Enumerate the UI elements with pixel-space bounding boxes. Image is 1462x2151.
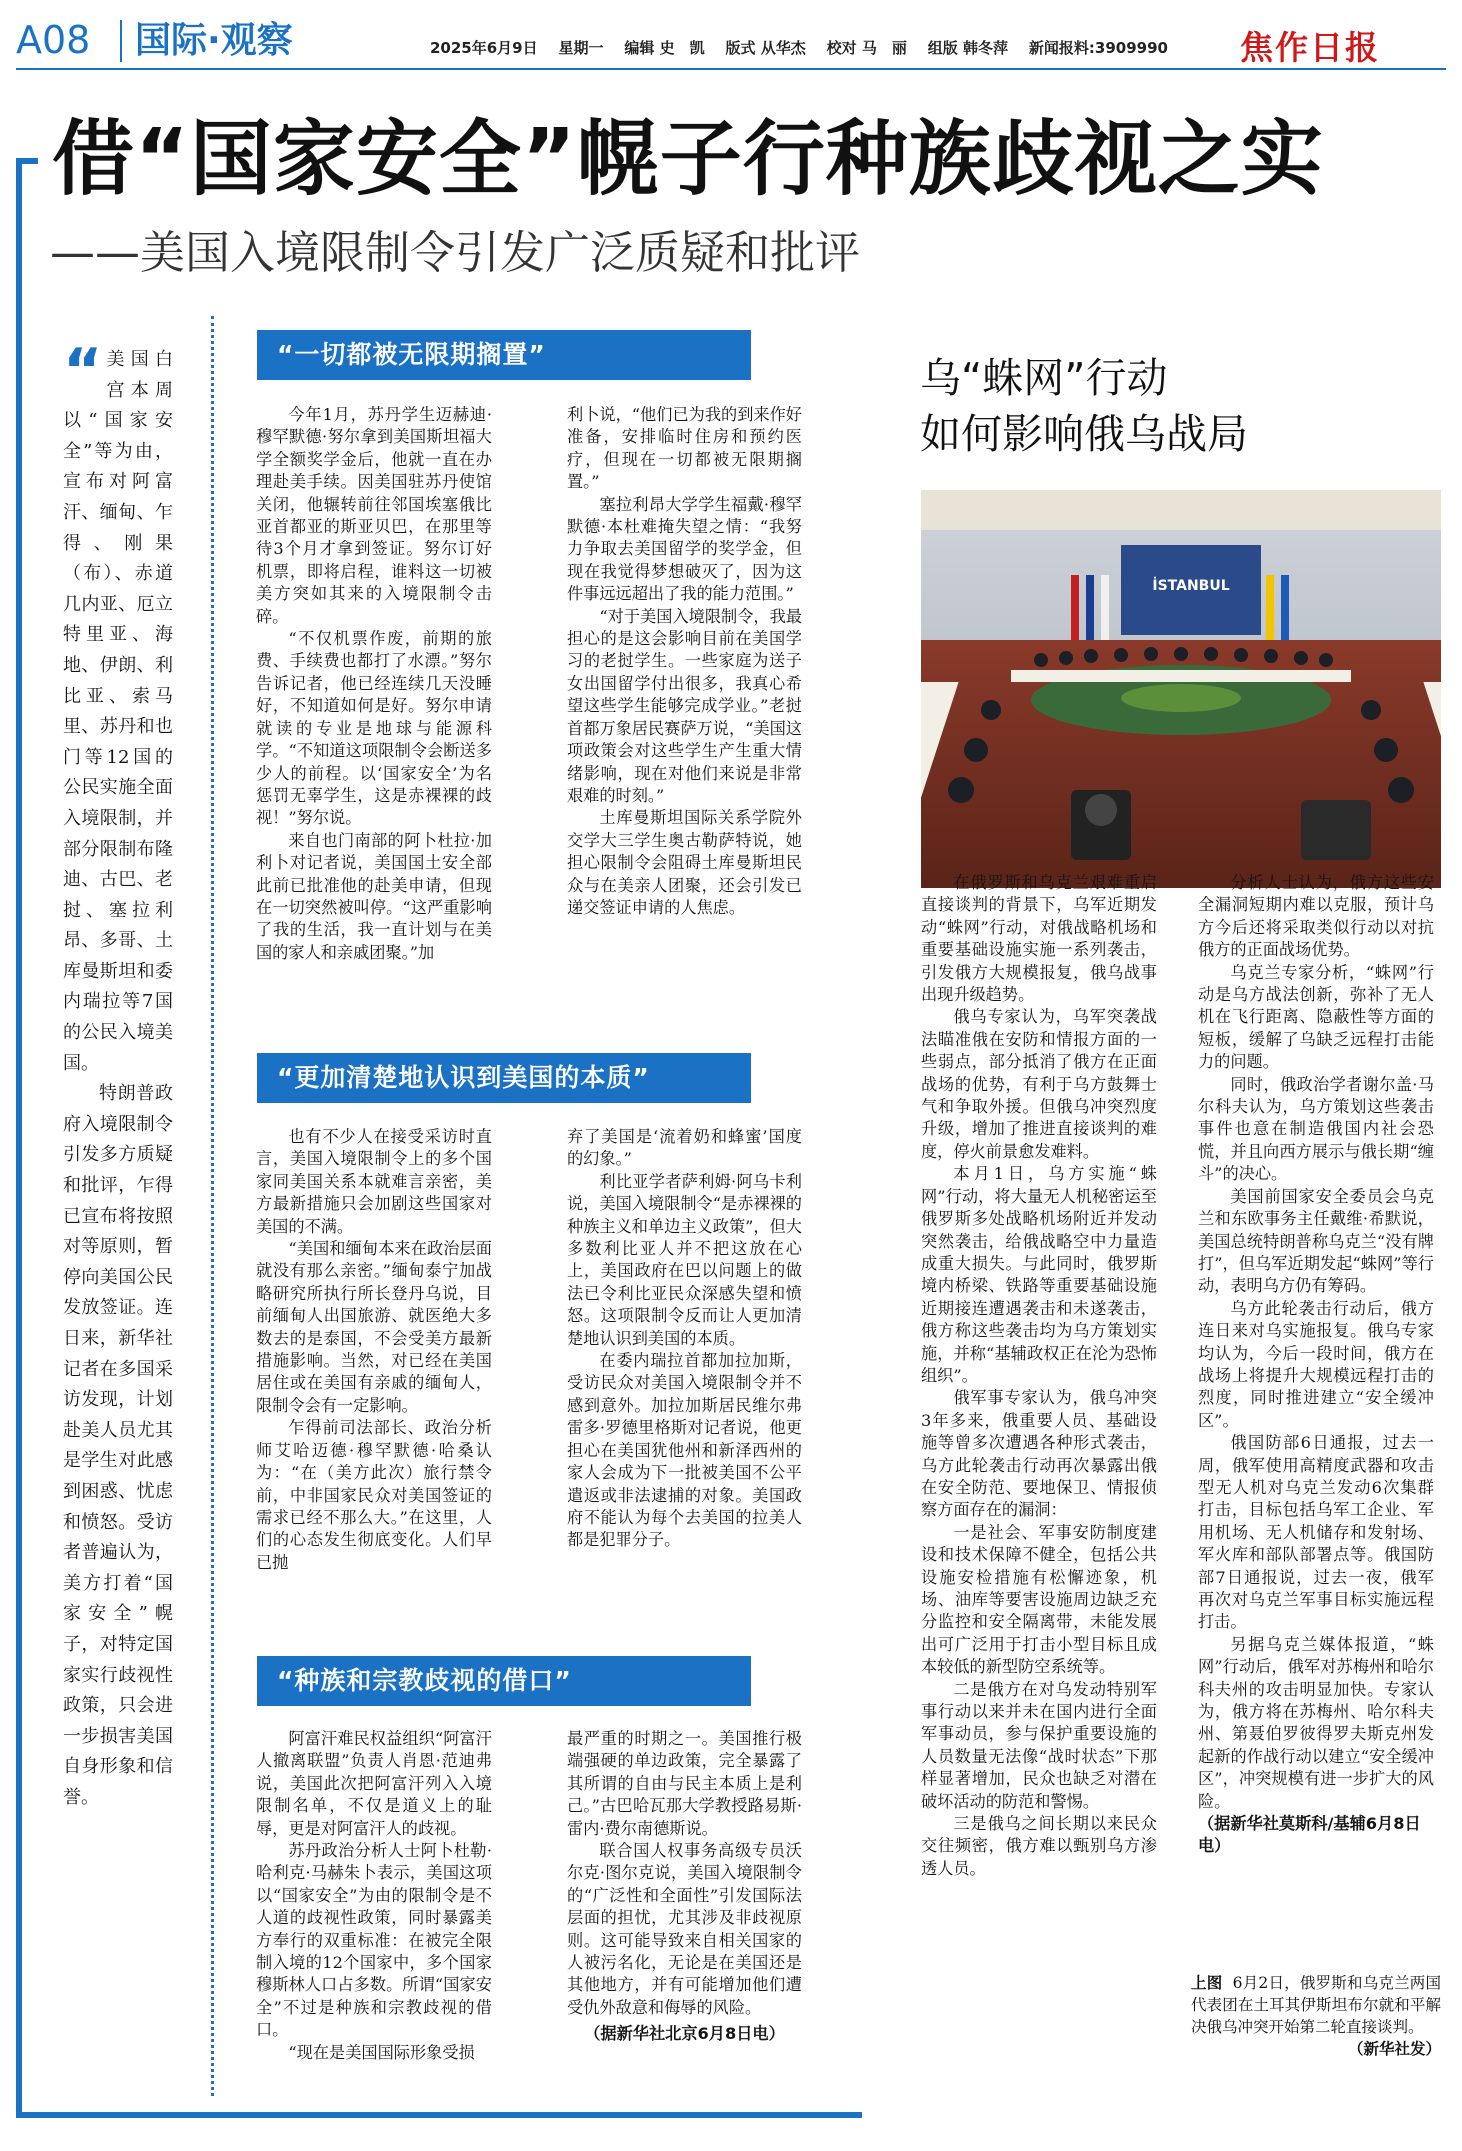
dotted-divider (211, 316, 214, 2096)
meeting-photo-illustration (921, 490, 1441, 888)
header-rule (16, 68, 1446, 70)
proofreader-credit: 校对 马 丽 (826, 39, 907, 57)
left-frame-bar (16, 158, 22, 2118)
paragraph: “现在是美国国际形象受损 (288, 2042, 475, 2062)
paragraph: 弃了美国是‘流着奶和蜂蜜’国度的幻象。” (567, 1127, 802, 1169)
quote-mark-icon: “ (63, 336, 103, 406)
article-subtitle: ——美国入境限制令引发广泛质疑和批评 (50, 226, 861, 279)
issue-weekday: 星期一 (558, 39, 604, 57)
paragraph: 苏丹政治分析人士阿卜杜勒·哈利克·马赫朱卜表示，美国这项以“国家安全”为由的限制令是不人道的歧视性政策，同时暴露美方奉行的双重标准：在被完全限制入境的12个国家中，多个国家穆斯林人口占多数。所谓“国家安全”不过是种族和宗教歧视的借口。 (256, 1841, 492, 2040)
paragraph: 乌方此轮袭击行动后，俄方连日来对乌实施报复。俄乌专家均认为，今后一段时间，俄方在战场上将提升大规模远程打击的烈度，同时推进建立“安全缓冲区”。 (1198, 1298, 1434, 1430)
paragraph: 二是俄方在对乌发动特别军事行动以来并未在国内进行全面军事动员，参与保护重要设施的人员数量无法像“战时状态”下那样显著增加，民众也缺乏对潜在破坏活动的防范和警惕。 (921, 1679, 1157, 1811)
page-number: A08 (16, 18, 91, 62)
side-article-column (1198, 872, 1434, 1858)
group-credit: 组版 韩冬萍 (927, 39, 1009, 57)
lead-paragraph: 美国白宫本周以“国家安全”等为由，宣布对阿富汗、缅甸、乍得、刚果（布）、赤道几内亚、厄立特里亚、海地、伊朗、利比亚、索马里、苏丹和也门等12国的公民实施全面入境限制，并部分限制布隆迪、古巴、老挝、塞拉利昂、多哥、土库曼斯坦和委内瑞拉等7国的公民入境美国。 (63, 349, 173, 1074)
frame-bottom-bar (16, 2112, 862, 2118)
paragraph: 在俄罗斯和乌克兰艰难重启直接谈判的背景下，乌军近期发动“蛛网”行动，对俄战略机场和重要基础设施实施一系列袭击，引发俄方大规模报复，俄乌战事出现升级趋势。 (921, 873, 1157, 1005)
paragraph: “美国和缅甸本来在政治层面就没有那么亲密。”缅甸泰宁加战略研究所执行所长登丹乌说，目前缅甸人出国旅游、就医绝大多数去的是泰国，不会受美方最新措施影响。当然，对已经在美国居住或在美国有亲戚的缅甸人，限制令会有一定影响。 (256, 1239, 492, 1415)
caption-label: 上图 (1191, 1974, 1223, 1992)
masthead-info (430, 37, 1168, 58)
paragraph: 三是俄乌之间长期以来民众交往频密，俄方难以甄别乌方渗透人员。 (921, 1814, 1157, 1878)
paragraph: 俄乌专家认为，乌军突袭战法瞄准俄在安防和情报方面的一些弱点，部分抵消了俄方在正面战场的优势，有利于乌方鼓舞士气和争取外援。但俄乌冲突烈度升级，增加了推进直接谈判的难度，停火前景愈发难料。 (921, 1007, 1157, 1161)
article-column (567, 1728, 802, 2046)
lead-paragraph: 特朗普政府入境限制令引发多方质疑和批评，乍得已宣布将按照对等原则，暂停向美国公民发放签证。连日来，新华社记者在多国采访发现，计划赴美人员尤其是学生对此感到困惑、忧虑和愤怒。受访者普遍认为，美方打着“国家安全”幌子，对特定国家实行歧视性政策，只会进一步损害美国自身形象和信誉。 (63, 1083, 173, 1808)
paragraph: 乍得前司法部长、政治分析师艾哈迈德·穆罕默德·哈桑认为：“在（美方此次）旅行禁令前，中非国家民众对美国签证的需求已经不那么大。”在这里，人们的心态发生彻底变化。人们早已抛 (256, 1418, 492, 1572)
paragraph: “不仅机票作废，前期的旅费、手续费也都打了水漂。”努尔告诉记者，他已经连续几天没睡好，不知道如何是好。努尔申请就读的专业是地球与能源科学。“不知道这项限制令会断送多少人的前程。以‘国家安全’为名惩罚无辜学生，这是赤裸裸的歧视！”努尔说。 (256, 629, 492, 828)
article-title: 借“国家安全”幌子行种族歧视之实 (52, 112, 1324, 207)
photo-caption (1191, 1972, 1441, 2060)
paragraph: 利卜说，“他们已为我的到来作好准备，安排临时住房和预约医疗，但现在一切都被无限期搁置。” (567, 405, 802, 492)
paragraph: 利比亚学者萨利姆·阿乌卡利说，美国入境限制令“是赤裸裸的种族主义和单边主义政策”，但大多数利比亚人并不把这放在心上，美国政府在巴以问题上的做法已令利比亚民众深感失望和愤怒。这项限制令反而让人更加清楚地认识到美国的本质。 (567, 1171, 802, 1348)
paragraph: 今年1月，苏丹学生迈赫迪·穆罕默德·努尔拿到美国斯坦福大学全额奖学金后，他就一直在办理赴美手续。因美国驻苏丹使馆关闭，他辗转前往邻国埃塞俄比亚首都亚的斯亚贝巴，在那里等待3个月才拿到签证。努尔订好机票，即将启程，谁料这一切被美方突如其来的入境限制令击碎。 (256, 405, 492, 626)
section-heading: “种族和宗教歧视的借口” (257, 1656, 751, 1706)
photo-banner-text: İSTANBUL (1152, 578, 1230, 594)
paragraph: 乌克兰专家分析，“蛛网”行动是乌方战法创新，弥补了无人机在飞行距离、隐蔽性等方面的短板，缓解了乌缺乏远程打击能力的问题。 (1198, 962, 1434, 1072)
dateline: （据新华社莫斯科/基辅6月8日电） (1198, 1814, 1421, 1856)
paragraph: 来自也门南部的阿卜杜拉·加利卜对记者说，美国国土安全部此前已批准他的赴美申请，但现在一切突然被叫停。“这严重影响了我的生活，我一直计划与在美国的家人和亲戚团聚。”加 (256, 830, 492, 962)
header-separator (120, 20, 122, 62)
paragraph: 联合国人权事务高级专员沃尔克·图尔克说，美国入境限制令的“广泛性和全面性”引发国际法层面的担忧，尤其涉及非歧视原则。这可能导致来自相关国家的人被污名化，无论是在美国还是其他地方，并有可能增加他们遭受仇外敌意和侮辱的风险。 (567, 1841, 802, 2017)
article-column (256, 404, 492, 964)
lead-column (63, 336, 173, 1814)
paragraph: 一是社会、军事安防制度建设和技术保障不健全，包括公共设施安检措施有松懈迹象，机场、油库等要害设施周边缺乏充分监控和安全隔离带，未能发展出可广泛用于打击小型目标且成本较低的新型防空系统等。 (921, 1522, 1157, 1677)
issue-date: 2025年6月9日 (430, 39, 538, 57)
article-column (567, 404, 802, 919)
side-title-line: 乌“蛛网”行动 (920, 354, 1168, 402)
frame-corner-top (16, 158, 38, 164)
news-hotline: 新闻报料:3909990 (1028, 39, 1168, 57)
paragraph: 塞拉利昂大学学生福戴·穆罕默德·本杜难掩失望之情：“我努力争取去美国留学的奖学金，但现在我觉得梦想破灭了，因为这件事远远超出了我的能力范围。” (567, 494, 802, 604)
editor-credit: 编辑 史 凯 (624, 39, 705, 57)
article-column (256, 1126, 492, 1574)
section-heading: “更加清楚地认识到美国的本质” (257, 1053, 751, 1103)
caption-credit: （新华社发） (1347, 2040, 1441, 2058)
paragraph: 同时，俄政治学者谢尔盖·马尔科夫认为，乌方策划这些袭击事件也意在制造俄国内社会恐慌，并且向西方展示与俄长期“缠斗”的决心。 (1198, 1074, 1434, 1184)
paragraph: “对于美国入境限制令，我最担心的是这会影响目前在美国学习的老挝学生。一些家庭为送子女出国留学付出很多，我真心希望这些学生能够完成学业。”老挝首都万象居民赛萨万说，“美国这项政策会对这些学生产生重大情绪影响，现在对他们来说是非常艰难的时刻。” (567, 606, 802, 805)
dateline: （据新华社北京6月8日电） (584, 2024, 785, 2044)
paragraph: 分析人士认为，俄方这些安全漏洞短期内难以克服，预计乌方今后还将采取类似行动以对抗俄方的正面战场优势。 (1198, 873, 1434, 960)
paragraph: 俄国防部6日通报，过去一周，俄军使用高精度武器和攻击型无人机对乌克兰发动6次集群打击，目标包括乌军工企业、军用机场、无人机储存和发射场、军火库和部队部署点等。俄国防部7日通报说，过去一夜，俄军再次对乌克兰军事目标实施远程打击。 (1198, 1433, 1434, 1632)
side-title-line: 如何影响俄乌战局 (920, 410, 1248, 458)
paragraph: 最严重的时期之一。美国推行极端强硬的单边政策，完全暴露了其所谓的自由与民主本质上是利己。”古巴哈瓦那大学教授路易斯·雷内·费尔南德斯说。 (567, 1729, 802, 1838)
paragraph: 阿富汗难民权益组织“阿富汗人撤离联盟”负责人肖恩·范迪弗说，美国此次把阿富汗列入入境限制名单，不仅是道义上的耻辱，更是对阿富汗人的歧视。 (256, 1729, 492, 1838)
paragraph: 另据乌克兰媒体报道，“蛛网”行动后，俄军对苏梅州和哈尔科夫州的攻击明显加快。专家认为，俄方将在苏梅州、哈尔科夫州、第聂伯罗彼得罗夫斯克州发起新的作战行动以建立“安全缓冲区”，冲突规模有进一步扩大的风险。 (1198, 1634, 1434, 1811)
paragraph: 美国前国家安全委员会乌克兰和东欧事务主任戴维·希默说，美国总统特朗普称乌克兰“没有牌打”，但乌军近期发起“蛛网”等行动，表明乌方仍有筹码。 (1198, 1186, 1434, 1296)
paragraph: 本月1日，乌方实施“蛛网”行动，将大量无人机秘密运至俄罗斯多处战略机场附近并发动突然袭击，给俄战略空中力量造成重大损失。与此同时，俄罗斯境内桥梁、铁路等重要基础设施近期接连遭遇袭击和未遂袭击，俄方称这些袭击均为乌方策划实施，并称“基辅政权正在沦为恐怖组织”。 (921, 1164, 1157, 1385)
side-article-title (920, 350, 1248, 462)
article-column (567, 1126, 802, 1552)
section-heading: “一切都被无限期搁置” (257, 330, 751, 380)
designer-credit: 版式 从华杰 (725, 39, 806, 57)
newspaper-logo: 焦作日报 (1240, 28, 1380, 67)
news-photo (921, 490, 1441, 888)
caption-text: 6月2日，俄罗斯和乌克兰两国代表团在土耳其伊斯坦布尔就和平解决俄乌冲突开始第二轮直接谈判。 (1191, 1974, 1441, 2036)
paragraph: 也有不少人在接受采访时直言，美国入境限制令上的多个国家同美国关系本就难言亲密，美方最新措施只会加剧这些国家对美国的不满。 (256, 1127, 492, 1236)
paragraph: 俄军事专家认为，俄乌冲突3年多来，俄重要人员、基础设施等曾多次遭遇各种形式袭击，乌方此轮袭击行动再次暴露出俄在安全防范、要地保卫、情报侦察方面存在的漏洞： (921, 1388, 1157, 1520)
paragraph: 土库曼斯坦国际关系学院外交学大三学生奥古勒萨特说，她担心限制令会阻碍土库曼斯坦民众与在美亲人团聚，还会引发已递交签证申请的人焦虑。 (567, 808, 802, 917)
section-name: 国际·观察 (135, 20, 293, 61)
side-article-column (921, 872, 1157, 1880)
paragraph: 在委内瑞拉首都加拉加斯，受访民众对美国入境限制令并不感到意外。加拉加斯居民维尔弗雷多·罗德里格斯对记者说，他更担心在美国犹他州和新泽西州的家人会成为下一批被美国不公平遣返或非法逮捕的对象。美国政府不能认为每个去美国的拉美人都是犯罪分子。 (567, 1351, 802, 1550)
article-column (256, 1728, 492, 2064)
